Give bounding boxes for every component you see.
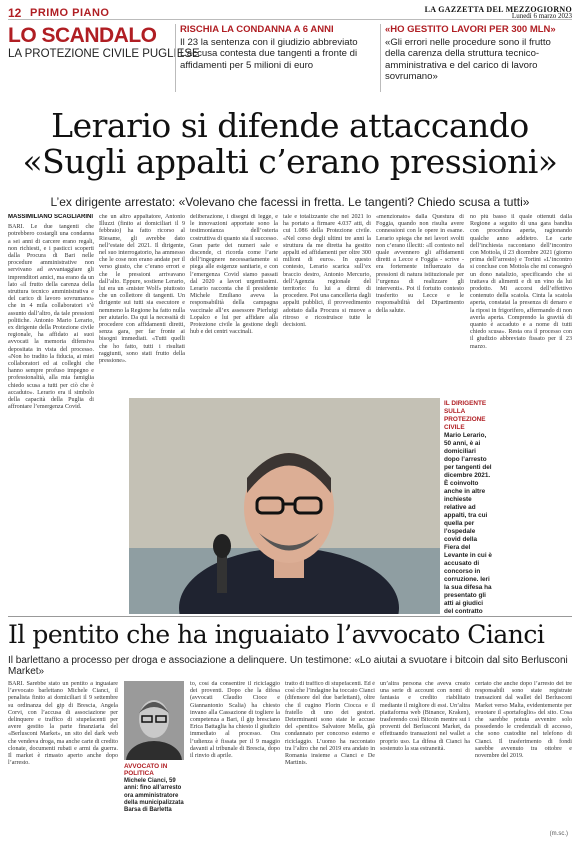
caption-kicker: IL DIRIGENTE SULLA PROTEZIONE CIVILE: [444, 400, 487, 431]
section-label: PRIMO PIANO: [30, 6, 110, 19]
lerario-photo: [129, 398, 440, 614]
headline-line: «Sugli appalti c’erano pressioni»: [22, 142, 558, 181]
issue-date: Lunedì 6 marzo 2023: [511, 11, 572, 20]
portrait-illustration: [129, 398, 440, 614]
newspaper-masthead: [425, 6, 572, 20]
article2-column: [285, 681, 375, 831]
cianci-photo: [124, 681, 184, 760]
section-divider: [8, 616, 572, 617]
article-subheadline: L’ex dirigente arrestato: «Volevano che facessi in fretta. Le tangenti? Chiedo scusa a tutti»: [50, 195, 530, 209]
info-box-title: RISCHIA LA CONDANNA A 6 ANNI: [180, 24, 334, 35]
column-text: BARI. Le due tangenti che potrebbero costargli una condanna a sei anni di carcere erano regali, non richiesti, e i pasticci scoperti dalla Procura di Bari nelle procedure amministrative non servivano ad avvantaggiare gli imprenditori amici, ma erano da un lato «il frutto della carenza della struttura tecnico amministrativa e del carico di lavoro sovrumano» che in 4 mila collaboratori s’è assunto dall’altro, da tale pressioni politiche. Antonio Mario Lerario, ex dirigente della Protezione civile regionale, ha affidato ai suoi avvocati la memoria difensiva depositata in vista del processo. «Non ho tradito la fiducia, ai miei collaboratori ed ai colleghi che hanno sempre profuso impegno e professionalità, alla mia famiglia chiedo scusa a tutti per ciò che è accaduto». Lerario era il simbolo della capacità della Puglia di affrontare l’emergenza Covid.: [8, 224, 94, 411]
kicker-title: LO SCANDALO: [8, 24, 157, 47]
column-text: che un altro appaltatore, Antonio Illuzzi (finito ai domiciliari il 9 febbraio) ha fatto ricorso al Riesame, gli avrebbe dato nell’estate del 2021. Il dirigente, nel suo interrogatorio, ha ammesso che le cose non erano andate per il verso giusto, che c’erano errori e che le pressioni arrivavano dall’alto. Eppure, sostiene Lerario, lui era un «mister Wolf» piuttosto che un collettore di tangenti. Un dirigente sui tutti sia esecutore e nemmeno la Regione ha fatto nulla per aiutarlo. Da qui la necessità di procedere con affidamenti diretti, senza gara, per far fronte ai bisogni immediati. «Tutti quelli che ho fatto, tutti i risultati raggiunti, sono stati frutto della pressione».: [99, 214, 185, 365]
article-column: [8, 214, 94, 610]
photo-caption: [444, 400, 492, 616]
photo-caption: [124, 763, 184, 815]
article-column: [190, 214, 278, 392]
byline: MASSIMILIANO SCAGLIARINI: [8, 214, 93, 220]
article-column: [283, 214, 371, 392]
column-text: no più basso il quale ottenuti dalla Regione a seguito di una gara bandita con procedura aperta, ragionando qualche anno addietro. Le carte dell’inchiesta raccontano dell’incontro con Mottola, il 23 dicembre 2021 (giorno prima dell’arresto) e Tortini «L’incontro si concluse con Mottola che mi consegnò un dono natalizio, specificando che si trattava di alimenti e di un vino da lui prodotto. Mi accorsi dell’effettivo contenuto della scatola. Cinta la scatola aperta, constatai la presenza di denaro e la riposi in frigorifero, affermando di non averla aperta. Comprendo la gravità di quanto è accaduto e a nome di tutti chiedo scusa». Resta ora il processo con il giudizio abbreviato fissato per il 23 marzo.: [470, 214, 572, 350]
caption-text: Michele Cianci, 59 anni: fino all’arresto ora amministratore della municipalizzata Barsa di Barletta: [124, 777, 184, 814]
newspaper-name: LA GAZZETTA DEL MEZZOGIORNO: [424, 4, 572, 14]
caption-kicker: AVVOCATO IN POLITICA: [124, 763, 168, 778]
portrait-illustration: [124, 681, 184, 760]
column-text: deliberazione, i disegni di legge, e le innovazioni apportate sono la testimonianza dell’osteria costruttiva di quanto sia il successo. Gran parte dei numeri sale e discende, ci ricorda come l’arte dell’ingegnere necessariamente si piega alle esigenze sanitarie, e con l’emergenza Covid siamo passati dal 2020 a lavori urgentissimi. Lerario racconta che il presidente Michele Emiliano aveva la responsabilità della campagna vaccinale all’ex assessore Pierluigi Lopalco e lui per affidare alla Protezione civile la gestione degli hub e dei centri vaccinali.: [190, 214, 278, 336]
info-box-text: Il 23 la sentenza con il giudizio abbreviato L’accusa contesta due tangenti a fronte di affidamenti per 5 milioni di euro: [180, 37, 358, 71]
author-initials: (m.sc.): [549, 831, 568, 837]
column-text: «menzionato» dalla Questura di Foggia, quando non risulta avere connessioni con le opere in esame. Lerario spiega che nei lavori svolti non c’erano illeciti: «Il contesto nel quale avvennero gli affidamenti diretti a Lecce e Foggia - scrive - era fortemente influenzato da pressioni di natura istituzionale per l’urgenza di realizzare gli interventi». Poi il fortuito contesto trasferito su Lecce e le responsabilità del Dipartimento della salute.: [376, 214, 464, 314]
article2-subheadline: Il barlettano a processo per droga e associazione a delinquere. Un testimone: «Lo aiutai a svuotare i bitcoin dal sito Berlusconi Market»: [8, 655, 568, 677]
kicker-subtitle: LA PROTEZIONE CIVILE PUGLIESE: [8, 48, 200, 60]
column-text: tratto di traffico di stupefacenti. Ed è così che l’indagine ha toccato Cianci (difensore del due barlettani), oltre che il cugino Florin Ciocca e il fratello di uno dei gestori. Determinanti sono state le accuse del «pentito» Salvatore Mella, già condannato per concorso esterno e riciclaggio. L’uomo ha raccontato tra l’altro che nel 2019 era andato in Romania insieme a Cianci e De Martinis.: [285, 681, 375, 767]
info-box-text: «Gli errori nelle procedure sono il frutto della carenza della struttura tecnico-amministrativa e del carico di lavoro sovrumano»: [385, 37, 551, 82]
page-header: [8, 6, 572, 20]
article2-column: [8, 681, 118, 831]
info-box-title: «HO GESTITO LAVORI PER 300 MLN»: [385, 24, 556, 35]
column-text: certato che anche dopo l’arresto dei tre responsabili sono state registrate transazioni dal wallet del Berlusconi Market verso Malta, evidentemente per svuotare il «portafoglio» del sito. Cosa che sarebbe potuta avvenire solo possedendo le credenziali di accesso, che sono custodite nel telefono di Cianci. Il trasferimento di fondi sarebbe avvenuto tra ottobre e novembre del 2019.: [475, 681, 572, 760]
article-headline: [0, 108, 580, 180]
column-text: tale e totalizzante che nel 2021 lo ha portato a firmare 4.037 atti, di cui 1.086 della Protezione civile. «Nel corso degli ultimi tre anni la struttura da me diretta ha gestito appalti ed affidamenti per oltre 300 milioni di euro». In questo contesto, Lerario scarica sull’ex braccio destro, Antonio Mercurio, dell’Agenzia regionale del territorio: fu lui a dirmi di procedere. Poi una cancelleria dagli appalti pubblici, il provvedimento adottato dalla Procura si muove a ritroso e ricostruisce tutte le decisioni.: [283, 214, 371, 329]
article2-headline: Il pentito che ha inguaiato l’avvocato Cianci: [8, 620, 545, 649]
column-text: un’altra persona che aveva creato una serie di account con nomi di fantasia e credito riabilitato mediante il migliore di essi. Un’altra piattaforma web (Binance, Kraken), trasferendo così Bitcoin mentre sui i proventi del Berlusconi Market, da effettuando transazioni nel wallet a proprio uso. La difesa di Cianci ha sostenuto la sua estraneità.: [380, 681, 470, 752]
info-box-lavori: [380, 24, 572, 92]
article2-column: [475, 681, 572, 827]
headline-line: Lerario si difende attaccando: [51, 106, 529, 145]
article-column: [376, 214, 464, 392]
article-column: [99, 214, 185, 392]
article2-column: [380, 681, 470, 831]
caption-text: Mario Lerario, 50 anni, è ai domiciliari dopo l’arresto per tangenti del dicembre 2021. È coinvolto anche in altre inchieste relative ad appalti, tra cui quella per l’ospedale covid della Fiera del Levante in cui è accusato di concorso in corruzione. Ieri la sua difesa ha presentato gli atti ai giudici del contratto: [444, 432, 492, 615]
page-number: 12: [8, 5, 22, 20]
column-text: to, così da consentire il riciclaggio dei proventi. Dopo che la difesa (avvocati Claudio Cioce e Giannantonio Scalia) ha chiesto invano alla Cassazione di togliere la competenza a Bari, il gip bresciano Erica Battaglia ha chiesto il giudizio immediato al processo. Ora l’udienza è fissata per il 9 maggio davanti al tribunale di Brescia, dopo il rinvio di aprile.: [190, 681, 280, 760]
article2-column: [190, 681, 280, 831]
info-box-condanna: [175, 24, 375, 92]
column-text: BARI. Sarebbe stato un pentito a inguaiare l’avvocato barlettano Michele Cianci, il penalista finito ai domiciliari il 9 settembre su ordinanza del gip di Brescia, Angela Corvi, con l’accusa di associazione per delinquere e traffico di stupefacenti per avere gestito la parte finanziaria del «Berlusconi Market», un sito del dark web che vendeva droga, ma anche carte di credito clonate, documenti rubati e armi da guerra. Il market è rimasto aperto anche dopo l’arresto.: [8, 681, 118, 767]
